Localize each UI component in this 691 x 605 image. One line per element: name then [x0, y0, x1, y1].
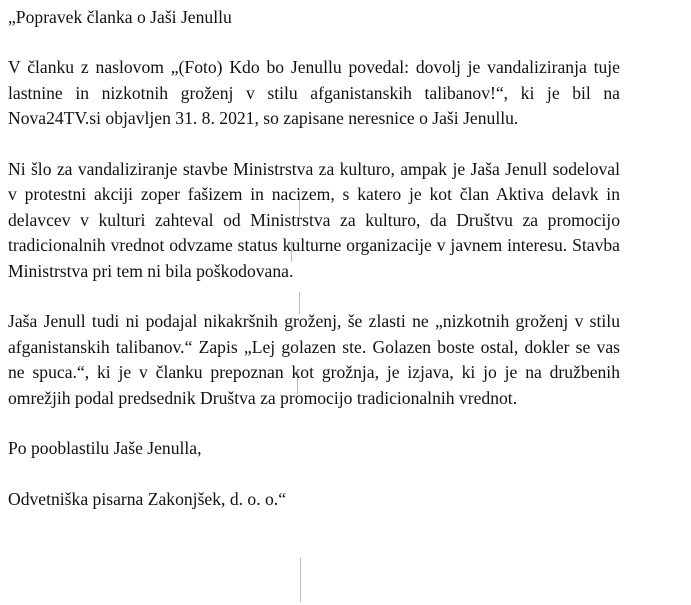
paragraph-protest: Ni šlo za vandaliziranje stavbe Ministrstva za kulturo, ampak je Jaša Jenull sodeloval v protestni akciji zoper fašizem in nacizem, s katero je kot član Aktiva delavk in delavcev v kulturi zahteval od Ministrstva za kulturo, da Društvu za promocijo tradicionalnih vrednot odvzame status kulturne organizacije v javnem interesu. Stavba Ministrstva pri tem ni bila poškodovana. — [8, 159, 620, 281]
scan-artifact — [297, 372, 298, 394]
document-heading: „Popravek članka o Jaši Jenullu — [8, 7, 232, 27]
scan-artifact — [299, 197, 300, 219]
document-body — [8, 5, 620, 513]
signature-line: Odvetniška pisarna Zakonjšek, d. o. o.“ — [8, 489, 287, 510]
closing-line: Po pooblastilu Jaše Jenulla, — [8, 438, 202, 459]
paragraph-threats: Jaša Jenull tudi ni podajal nikakršnih groženj, še zlasti ne „nizkotnih groženj v stilu afganistanskih talibanov.“ Zapis „Lej golazen ste. Golazen boste ostal, dokler se vas ne spuca.“, ki je v članku prepoznan kot grožnja, je izjava, ki jo je na družbenih omrežjih podal predsednik Društva za promocijo tradicionalnih vrednot. — [8, 311, 620, 408]
scan-artifact — [300, 558, 301, 602]
paragraph-intro: V članku z naslovom „(Foto) Kdo bo Jenullu povedal: dovolj je vandaliziranja tuje lastnine in nizkotnih groženj v stilu afganistanskih talibanov!“, ki je bil na Nova24TV.si objavljen 31. 8. 2021, so zapisane neresnice o Jaši Jenullu. — [8, 57, 620, 129]
scan-artifact — [291, 242, 292, 262]
scan-artifact — [299, 292, 300, 314]
